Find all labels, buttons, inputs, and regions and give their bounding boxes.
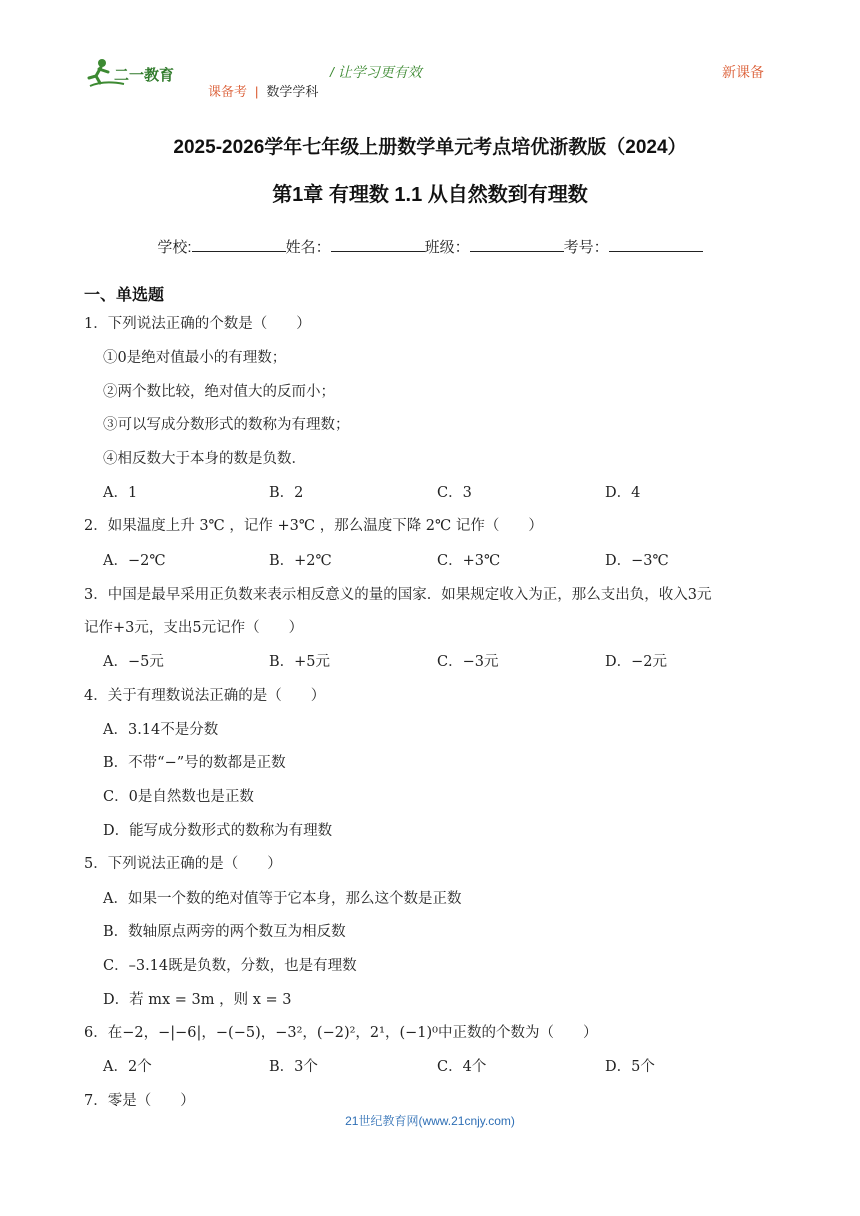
- question-2-stem: 2．如果温度上升 3℃ ，记作 +3℃ ，那么温度下降 2℃ 记作（ ）: [84, 518, 543, 534]
- question-3-option-d[interactable]: D．−2元: [605, 654, 668, 670]
- question-4-option-c[interactable]: C．0是自然数也是正数: [103, 789, 254, 805]
- question-1-stem: 1．下列说法正确的个数是（ ）: [84, 316, 311, 332]
- question-2-option-a[interactable]: A．−2℃: [103, 553, 166, 569]
- question-1-item: ④相反数大于本身的数是负数．: [103, 451, 306, 467]
- header-tag: 课备考: [208, 84, 248, 99]
- question-3-stem-line-2: 记作+3元，支出5元记作（ ）: [84, 620, 304, 636]
- header-subtitle: [208, 81, 318, 100]
- number-label: 考号：: [563, 239, 609, 256]
- question-1-item: ①0是绝对值最小的有理数；: [103, 350, 287, 366]
- class-blank[interactable]: [470, 237, 564, 252]
- student-info-line: [0, 236, 860, 257]
- question-4-option-b[interactable]: B．不带“−”号的数都是正数: [103, 755, 286, 771]
- question-3-option-b[interactable]: B．+5元: [269, 654, 331, 670]
- name-blank[interactable]: [331, 237, 425, 252]
- question-6-stem: 6．在−2，−|−6|，−(−5)，−3²，(−2)²，2¹，(−1)⁰中正数的个数为（ ）: [84, 1025, 598, 1041]
- question-6-option-b[interactable]: B．3个: [269, 1059, 318, 1075]
- question-1-option-a[interactable]: A．1: [103, 485, 138, 501]
- header-subject: 数学学科: [266, 84, 319, 99]
- number-blank[interactable]: [609, 237, 703, 252]
- question-6-option-c[interactable]: C．4个: [437, 1059, 487, 1075]
- class-label: 班级：: [424, 239, 470, 256]
- question-6-option-d[interactable]: D．5个: [605, 1059, 655, 1075]
- header-separator: |: [255, 84, 259, 99]
- question-1-item: ③可以写成分数形式的数称为有理数；: [103, 417, 350, 433]
- school-blank[interactable]: [192, 237, 286, 252]
- brand-right: 新课备: [722, 64, 764, 80]
- question-1-option-b[interactable]: B．2: [269, 485, 304, 501]
- svg-text:二一教育: 二一教育: [114, 66, 175, 84]
- question-3-option-c[interactable]: C．−3元: [437, 654, 499, 670]
- section-heading: 一、单选题: [84, 287, 165, 304]
- question-5-option-a[interactable]: A．如果一个数的绝对值等于它本身，那么这个数是正数: [103, 891, 462, 907]
- question-5-stem: 5．下列说法正确的是（ ）: [84, 856, 282, 872]
- question-1-item: ②两个数比较，绝对值大的反而小；: [103, 384, 335, 400]
- school-label: 学校:: [157, 239, 192, 256]
- question-2-option-d[interactable]: D．−3℃: [605, 553, 669, 569]
- question-4-stem: 4．关于有理数说法正确的是（ ）: [84, 688, 326, 704]
- document-subtitle: 第1章 有理数 1.1 从自然数到有理数: [272, 184, 588, 206]
- question-2-option-c[interactable]: C．+3℃: [437, 553, 501, 569]
- question-3-option-a[interactable]: A．−5元: [103, 654, 164, 670]
- question-3-stem-line-1: 3．中国是最早采用正负数来表示相反意义的量的国家．如果规定收入为正，那么支出负，收入3元: [84, 587, 712, 603]
- question-4-option-a[interactable]: A．3.14不是分数: [103, 722, 219, 738]
- question-1-option-d[interactable]: D．4: [605, 485, 641, 501]
- question-5-option-b[interactable]: B．数轴原点两旁的两个数互为相反数: [103, 924, 346, 940]
- question-2-option-b[interactable]: B．+2℃: [269, 553, 332, 569]
- name-label: 姓名：: [285, 239, 331, 256]
- document-title: 2025-2026学年七年级上册数学单元考点培优浙教版（2024）: [173, 137, 687, 158]
- slogan: / 让学习更有效: [330, 64, 422, 80]
- question-7-stem: 7．零是（ ）: [84, 1093, 195, 1109]
- question-4-option-d[interactable]: D．能写成分数形式的数称为有理数: [103, 823, 333, 839]
- question-1-option-c[interactable]: C．3: [437, 485, 472, 501]
- question-5-option-d[interactable]: D．若 mx = 3m ，则 x = 3: [103, 992, 292, 1008]
- question-5-option-c[interactable]: C．–3.14既是负数，分数，也是有理数: [103, 958, 357, 974]
- logo: [84, 56, 196, 92]
- question-6-option-a[interactable]: A．2个: [103, 1059, 152, 1075]
- footer-source[interactable]: 21世纪教育网(www.21cnjy.com): [345, 1114, 515, 1128]
